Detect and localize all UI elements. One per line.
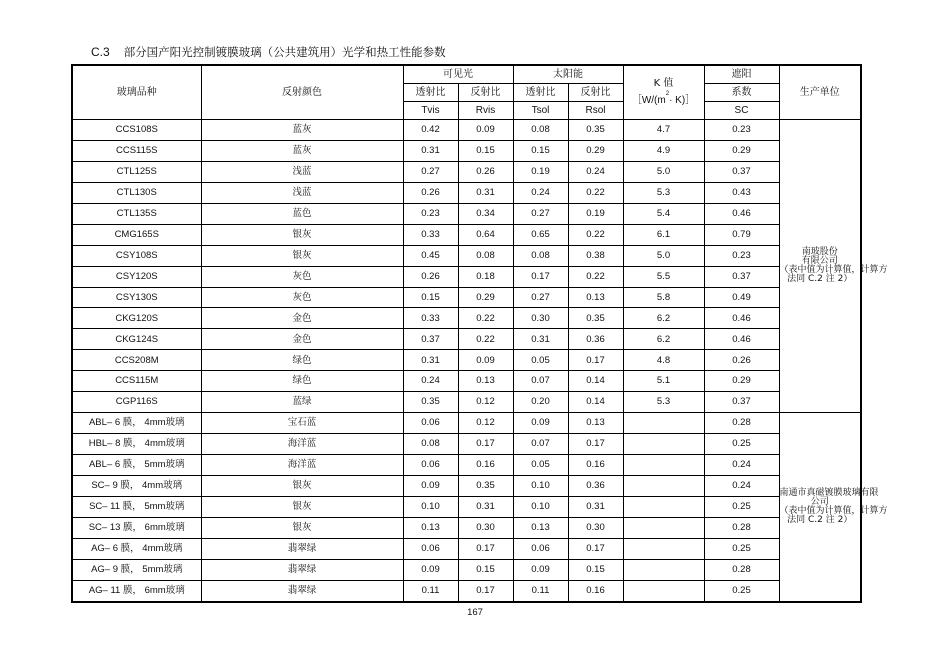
cell-tvis: 0.31 xyxy=(403,140,458,161)
cell-rsol: 0.14 xyxy=(568,371,623,392)
cell-color: 银灰 xyxy=(201,517,403,538)
cell-rvis: 0.08 xyxy=(458,245,513,266)
cell-rsol: 0.13 xyxy=(568,287,623,308)
cell-rsol: 0.29 xyxy=(568,140,623,161)
cell-color: 灰色 xyxy=(201,287,403,308)
table-row xyxy=(72,538,861,559)
cell-rsol: 0.17 xyxy=(568,538,623,559)
cell-tsol: 0.20 xyxy=(513,392,568,413)
cell-k: 5.8 xyxy=(623,287,704,308)
cell-tvis: 0.27 xyxy=(403,161,458,182)
cell-sc: 0.37 xyxy=(704,392,779,413)
table-row xyxy=(72,161,861,182)
cell-color: 绿色 xyxy=(201,350,403,371)
cell-rvis: 0.34 xyxy=(458,203,513,224)
cell-sc: 0.29 xyxy=(704,140,779,161)
cell-sc: 0.25 xyxy=(704,434,779,455)
table-row xyxy=(72,308,861,329)
cell-rsol: 0.36 xyxy=(568,475,623,496)
table-row xyxy=(72,203,861,224)
cell-k xyxy=(623,455,704,476)
glass-properties-table xyxy=(71,64,888,603)
header-rsol: Rsol xyxy=(568,102,623,120)
table-row xyxy=(72,517,861,538)
cell-rvis: 0.30 xyxy=(458,517,513,538)
cell-name: SC– 11 膜， 5mm玻璃 xyxy=(72,496,201,517)
header-producer: 生产单位 xyxy=(779,65,861,120)
group1-producer xyxy=(779,120,888,413)
cell-rsol: 0.16 xyxy=(568,455,623,476)
cell-tvis: 0.26 xyxy=(403,266,458,287)
cell-tsol: 0.11 xyxy=(513,580,568,601)
cell-sc: 0.24 xyxy=(704,455,779,476)
cell-sc: 0.46 xyxy=(704,308,779,329)
cell-color: 蓝灰 xyxy=(201,120,403,141)
cell-color: 浅蓝 xyxy=(201,182,403,203)
cell-rsol: 0.17 xyxy=(568,434,623,455)
cell-name: CTL135S xyxy=(72,203,201,224)
cell-color: 海洋蓝 xyxy=(201,455,403,476)
cell-rvis: 0.29 xyxy=(458,287,513,308)
cell-color: 蓝绿 xyxy=(201,392,403,413)
cell-tsol: 0.65 xyxy=(513,224,568,245)
header-sol-transmit: 透射比 xyxy=(513,84,568,102)
header-vis-transmit: 透射比 xyxy=(403,84,458,102)
cell-sc: 0.26 xyxy=(704,350,779,371)
cell-color: 银灰 xyxy=(201,245,403,266)
cell-color: 灰色 xyxy=(201,266,403,287)
cell-sc: 0.49 xyxy=(704,287,779,308)
cell-name: ABL– 6 膜， 5mm玻璃 xyxy=(72,455,201,476)
cell-rvis: 0.17 xyxy=(458,434,513,455)
cell-rvis: 0.35 xyxy=(458,475,513,496)
table-body xyxy=(72,120,888,602)
cell-tsol: 0.24 xyxy=(513,182,568,203)
table-row xyxy=(72,266,861,287)
cell-sc: 0.29 xyxy=(704,371,779,392)
cell-rvis: 0.15 xyxy=(458,140,513,161)
cell-rsol: 0.17 xyxy=(568,350,623,371)
cell-sc: 0.28 xyxy=(704,413,779,434)
cell-k: 5.4 xyxy=(623,203,704,224)
cell-sc: 0.43 xyxy=(704,182,779,203)
cell-k xyxy=(623,475,704,496)
cell-tsol: 0.05 xyxy=(513,455,568,476)
cell-tsol: 0.17 xyxy=(513,266,568,287)
cell-tvis: 0.06 xyxy=(403,538,458,559)
cell-tsol: 0.05 xyxy=(513,350,568,371)
cell-rvis: 0.22 xyxy=(458,329,513,350)
table-row xyxy=(72,559,861,580)
cell-k: 5.3 xyxy=(623,182,704,203)
cell-k xyxy=(623,559,704,580)
cell-rvis: 0.64 xyxy=(458,224,513,245)
cell-name: CTL125S xyxy=(72,161,201,182)
cell-k xyxy=(623,580,704,601)
header-reflect-color: 反射颜色 xyxy=(201,65,403,120)
cell-name: CSY130S xyxy=(72,287,201,308)
cell-tvis: 0.08 xyxy=(403,434,458,455)
cell-tsol: 0.15 xyxy=(513,140,568,161)
cell-name: HBL– 8 膜， 4mm玻璃 xyxy=(72,434,201,455)
header-rvis: Rvis xyxy=(458,102,513,120)
cell-rvis: 0.31 xyxy=(458,182,513,203)
cell-color: 翡翠绿 xyxy=(201,559,403,580)
cell-rsol: 0.30 xyxy=(568,517,623,538)
cell-k: 4.8 xyxy=(623,350,704,371)
cell-tvis: 0.09 xyxy=(403,475,458,496)
cell-tvis: 0.09 xyxy=(403,559,458,580)
section-title xyxy=(91,44,446,60)
cell-rsol: 0.38 xyxy=(568,245,623,266)
cell-tvis: 0.11 xyxy=(403,580,458,601)
cell-name: ABL– 6 膜， 4mm玻璃 xyxy=(72,413,201,434)
cell-rsol: 0.19 xyxy=(568,203,623,224)
cell-tvis: 0.37 xyxy=(403,329,458,350)
producer-line: 有限公司 xyxy=(801,256,838,267)
cell-tvis: 0.06 xyxy=(403,413,458,434)
cell-rsol: 0.22 xyxy=(568,224,623,245)
cell-sc: 0.46 xyxy=(704,329,779,350)
header-visible-light: 可见光 xyxy=(403,65,513,84)
cell-name: CGP116S xyxy=(72,392,201,413)
cell-rvis: 0.16 xyxy=(458,455,513,476)
section-number: C.3 xyxy=(91,45,110,59)
cell-color: 翡翠绿 xyxy=(201,538,403,559)
cell-tvis: 0.42 xyxy=(403,120,458,141)
header-shading: 遮阳 xyxy=(704,65,779,84)
cell-rsol: 0.14 xyxy=(568,392,623,413)
header-coefficient: 系数 xyxy=(704,84,779,102)
cell-rsol: 0.22 xyxy=(568,266,623,287)
header-tsol: Tsol xyxy=(513,102,568,120)
cell-name: AG– 11 膜， 6mm玻璃 xyxy=(72,580,201,601)
cell-rsol: 0.31 xyxy=(568,496,623,517)
cell-tvis: 0.24 xyxy=(403,371,458,392)
cell-tvis: 0.33 xyxy=(403,308,458,329)
cell-tsol: 0.07 xyxy=(513,371,568,392)
cell-tvis: 0.23 xyxy=(403,203,458,224)
cell-sc: 0.28 xyxy=(704,517,779,538)
producer-line: 南通市真磁镀膜玻璃有限 xyxy=(779,487,879,498)
header-tvis: Tvis xyxy=(403,102,458,120)
cell-k: 6.2 xyxy=(623,308,704,329)
cell-sc: 0.37 xyxy=(704,266,779,287)
cell-name: SC– 13 膜， 6mm玻璃 xyxy=(72,517,201,538)
cell-tvis: 0.31 xyxy=(403,350,458,371)
cell-rvis: 0.12 xyxy=(458,392,513,413)
cell-tvis: 0.15 xyxy=(403,287,458,308)
cell-tsol: 0.09 xyxy=(513,413,568,434)
cell-name: CSY108S xyxy=(72,245,201,266)
table-row xyxy=(72,475,861,496)
cell-color: 绿色 xyxy=(201,371,403,392)
cell-k xyxy=(623,413,704,434)
table-row xyxy=(72,245,861,266)
header-k-value-label: K 值 xyxy=(653,78,674,89)
cell-tvis: 0.06 xyxy=(403,455,458,476)
header-sol-reflect: 反射比 xyxy=(568,84,623,102)
cell-rvis: 0.09 xyxy=(458,350,513,371)
cell-name: CCS208M xyxy=(72,350,201,371)
cell-color: 宝石蓝 xyxy=(201,413,403,434)
cell-name: CMG165S xyxy=(72,224,201,245)
cell-rvis: 0.13 xyxy=(458,371,513,392)
cell-sc: 0.24 xyxy=(704,475,779,496)
table-row xyxy=(72,140,861,161)
cell-rsol: 0.16 xyxy=(568,580,623,601)
cell-tsol: 0.10 xyxy=(513,496,568,517)
cell-sc: 0.25 xyxy=(704,496,779,517)
table-row xyxy=(72,392,861,413)
cell-k: 5.3 xyxy=(623,392,704,413)
cell-tvis: 0.13 xyxy=(403,517,458,538)
table-row xyxy=(72,455,861,476)
table-row xyxy=(72,182,861,203)
cell-k xyxy=(623,434,704,455)
cell-rvis: 0.17 xyxy=(458,538,513,559)
cell-name: CKG124S xyxy=(72,329,201,350)
header-solar-energy: 太阳能 xyxy=(513,65,623,84)
cell-rsol: 0.15 xyxy=(568,559,623,580)
producer-line: 法同 C.2 注 2） xyxy=(787,274,853,285)
cell-k: 5.0 xyxy=(623,161,704,182)
cell-rvis: 0.17 xyxy=(458,580,513,601)
cell-tsol: 0.27 xyxy=(513,287,568,308)
producer-line: 公司 xyxy=(810,496,829,507)
table-row xyxy=(72,120,861,141)
cell-rvis: 0.09 xyxy=(458,120,513,141)
cell-tsol: 0.31 xyxy=(513,329,568,350)
cell-tsol: 0.06 xyxy=(513,538,568,559)
cell-k xyxy=(623,538,704,559)
cell-tsol: 0.08 xyxy=(513,120,568,141)
cell-k: 5.5 xyxy=(623,266,704,287)
cell-color: 银灰 xyxy=(201,224,403,245)
cell-tsol: 0.27 xyxy=(513,203,568,224)
cell-k: 5.0 xyxy=(623,245,704,266)
table-row xyxy=(72,434,861,455)
cell-color: 翡翠绿 xyxy=(201,580,403,601)
table-row xyxy=(72,496,861,517)
header-sc: SC xyxy=(704,102,779,120)
table-row xyxy=(72,287,861,308)
cell-color: 蓝色 xyxy=(201,203,403,224)
cell-k xyxy=(623,496,704,517)
table-row xyxy=(72,413,861,434)
cell-color: 浅蓝 xyxy=(201,161,403,182)
cell-sc: 0.37 xyxy=(704,161,779,182)
cell-rsol: 0.35 xyxy=(568,120,623,141)
cell-sc: 0.25 xyxy=(704,580,779,601)
cell-tvis: 0.33 xyxy=(403,224,458,245)
cell-name: SC– 9 膜， 4mm玻璃 xyxy=(72,475,201,496)
cell-color: 海洋蓝 xyxy=(201,434,403,455)
cell-name: CSY120S xyxy=(72,266,201,287)
cell-k: 5.1 xyxy=(623,371,704,392)
cell-rsol: 0.22 xyxy=(568,182,623,203)
table-row xyxy=(72,224,861,245)
cell-color: 蓝灰 xyxy=(201,140,403,161)
cell-tvis: 0.35 xyxy=(403,392,458,413)
cell-color: 银灰 xyxy=(201,496,403,517)
cell-name: AG– 6 膜， 4mm玻璃 xyxy=(72,538,201,559)
cell-color: 金色 xyxy=(201,329,403,350)
cell-sc: 0.79 xyxy=(704,224,779,245)
cell-rvis: 0.15 xyxy=(458,559,513,580)
cell-name: CCS108S xyxy=(72,120,201,141)
producer-line: （表中值为计算值，计算方 xyxy=(779,505,888,516)
cell-tsol: 0.19 xyxy=(513,161,568,182)
cell-rvis: 0.26 xyxy=(458,161,513,182)
table-row xyxy=(72,371,861,392)
section-title-text: 部分国产阳光控制镀膜玻璃（公共建筑用）光学和热工性能参数 xyxy=(123,45,446,59)
header-k-value xyxy=(623,65,704,120)
cell-k xyxy=(623,517,704,538)
cell-tsol: 0.10 xyxy=(513,475,568,496)
group2-producer xyxy=(779,413,888,602)
header-k-value-unit: $[W/(m^2\cdot$ K)］ xyxy=(631,91,696,106)
cell-tvis: 0.10 xyxy=(403,496,458,517)
cell-sc: 0.23 xyxy=(704,120,779,141)
cell-color: 金色 xyxy=(201,308,403,329)
table-row xyxy=(72,350,861,371)
cell-name: AG– 9 膜， 5mm玻璃 xyxy=(72,559,201,580)
table-row xyxy=(72,580,861,601)
cell-tsol: 0.07 xyxy=(513,434,568,455)
cell-name: CCS115M xyxy=(72,371,201,392)
cell-tsol: 0.08 xyxy=(513,245,568,266)
cell-k: 4.9 xyxy=(623,140,704,161)
cell-sc: 0.46 xyxy=(704,203,779,224)
cell-tsol: 0.13 xyxy=(513,517,568,538)
cell-color: 银灰 xyxy=(201,475,403,496)
cell-rsol: 0.13 xyxy=(568,413,623,434)
cell-name: CKG120S xyxy=(72,308,201,329)
cell-rsol: 0.36 xyxy=(568,329,623,350)
table-row xyxy=(72,329,861,350)
cell-k: 6.1 xyxy=(623,224,704,245)
cell-tvis: 0.45 xyxy=(403,245,458,266)
cell-tsol: 0.30 xyxy=(513,308,568,329)
cell-sc: 0.23 xyxy=(704,245,779,266)
cell-tvis: 0.26 xyxy=(403,182,458,203)
cell-rvis: 0.18 xyxy=(458,266,513,287)
cell-sc: 0.28 xyxy=(704,559,779,580)
cell-name: CTL130S xyxy=(72,182,201,203)
cell-rvis: 0.31 xyxy=(458,496,513,517)
page-number: 167 xyxy=(467,607,483,618)
cell-rsol: 0.35 xyxy=(568,308,623,329)
cell-tsol: 0.09 xyxy=(513,559,568,580)
header-vis-reflect: 反射比 xyxy=(458,84,513,102)
cell-rvis: 0.12 xyxy=(458,413,513,434)
cell-name: CCS115S xyxy=(72,140,201,161)
producer-line: 南玻股份 xyxy=(801,247,838,258)
producer-line: （表中值为计算值，计算方 xyxy=(779,265,888,276)
producer-line: 法同 C.2 注 2） xyxy=(787,514,853,525)
cell-k: 6.2 xyxy=(623,329,704,350)
header-glass-type: 玻璃品种 xyxy=(72,65,201,120)
cell-k: 4.7 xyxy=(623,120,704,141)
cell-rvis: 0.22 xyxy=(458,308,513,329)
cell-rsol: 0.24 xyxy=(568,161,623,182)
cell-sc: 0.25 xyxy=(704,538,779,559)
